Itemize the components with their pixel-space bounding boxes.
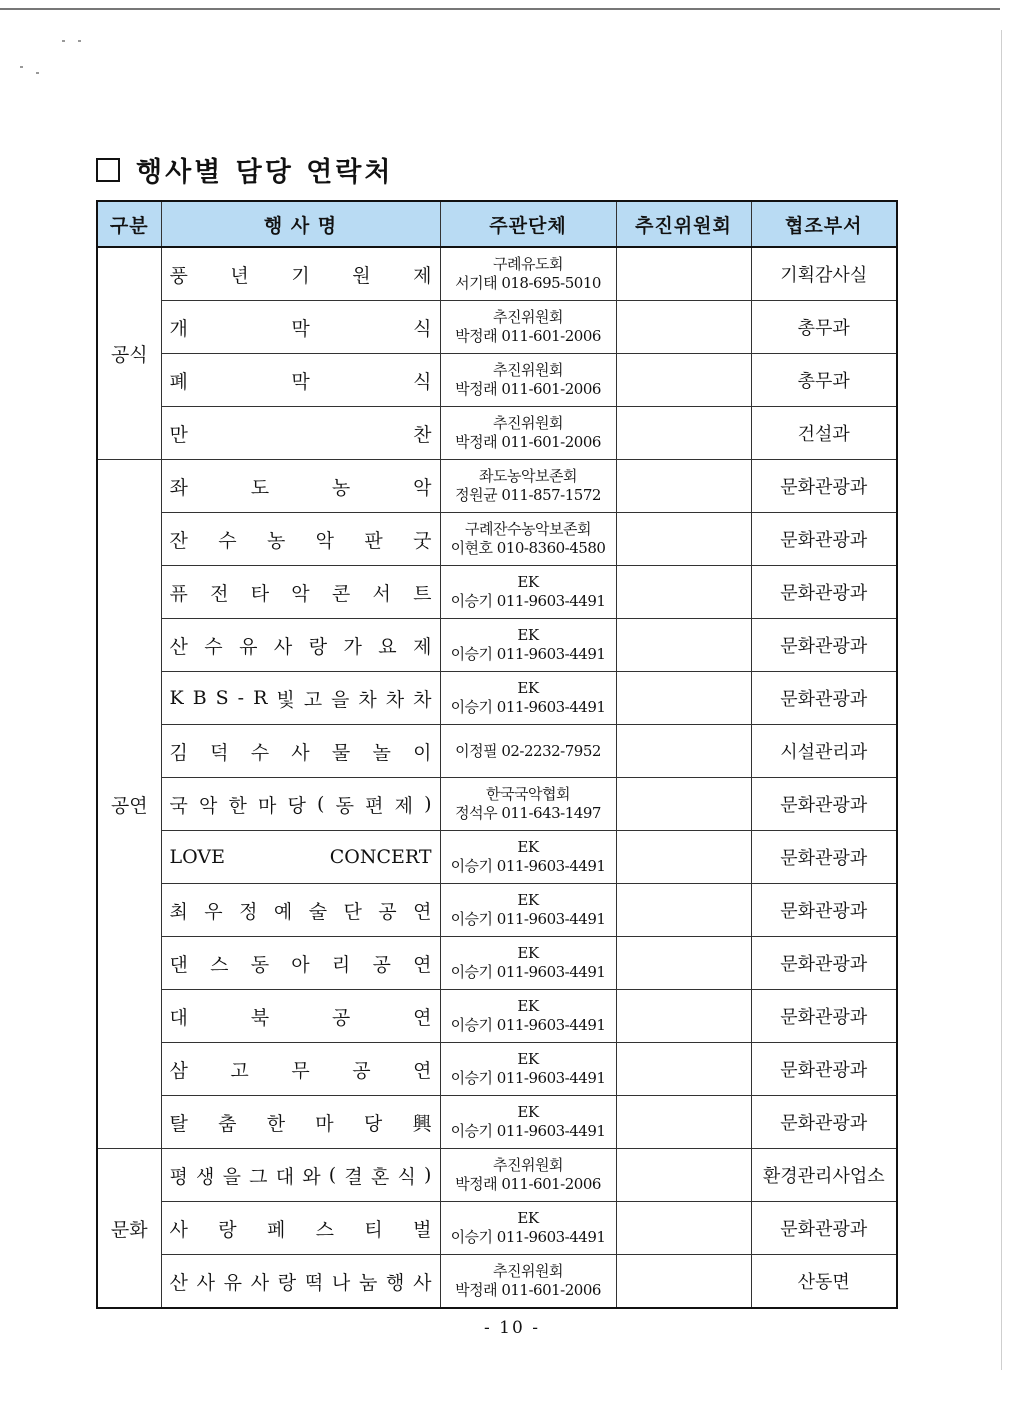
table-header-row xyxy=(97,201,897,247)
event-name: LOVE CONCERT xyxy=(169,846,432,868)
organizer-contact: 서기태 018-695-5010 xyxy=(455,274,601,292)
committee-cell xyxy=(616,1043,751,1096)
organizer-cell xyxy=(440,1202,616,1255)
event-cell xyxy=(161,937,440,990)
page-number: - 10 - xyxy=(484,1318,540,1338)
committee-cell xyxy=(616,990,751,1043)
event-name: 개 막 식 xyxy=(169,317,432,340)
event-cell xyxy=(161,884,440,937)
organizer-contact: 정원균 011-857-1572 xyxy=(455,486,601,504)
table-row xyxy=(97,831,897,884)
event-cell xyxy=(161,513,440,566)
organizer-name: 추진위원회 xyxy=(493,361,563,379)
category-cell: 문화 xyxy=(97,1149,161,1309)
organizer-cell xyxy=(440,1149,616,1202)
event-cell xyxy=(161,354,440,407)
department-cell: 문화관광과 xyxy=(751,1043,897,1096)
organizer-name: 추진위원회 xyxy=(493,1262,563,1280)
organizer-cell xyxy=(440,407,616,460)
section-title: 행사별 담당 연락처 xyxy=(136,157,394,188)
department-cell: 문화관광과 xyxy=(751,1202,897,1255)
organizer-name: 추진위원회 xyxy=(493,308,563,326)
committee-cell xyxy=(616,831,751,884)
scan-speck xyxy=(62,40,65,42)
organizer-cell xyxy=(440,513,616,566)
organizer-name: EK xyxy=(517,573,539,591)
event-cell xyxy=(161,1202,440,1255)
committee-cell xyxy=(616,247,751,301)
organizer-contact: 이승기 011-9603-4491 xyxy=(450,857,606,875)
col-header-department: 협조부서 xyxy=(751,201,897,247)
organizer-contact: 박정래 011-601-2006 xyxy=(455,1175,601,1193)
committee-cell xyxy=(616,513,751,566)
committee-cell xyxy=(616,301,751,354)
organizer-name: EK xyxy=(517,1209,539,1227)
department-cell: 시설관리과 xyxy=(751,725,897,778)
organizer-contact: 박정래 011-601-2006 xyxy=(455,433,601,451)
event-name: 평 생 을 그 대 와 ( 결 혼 식 ) xyxy=(169,1164,432,1188)
organizer-name: EK xyxy=(517,1103,539,1121)
event-cell xyxy=(161,778,440,831)
organizer-cell xyxy=(440,354,616,407)
organizer-contact: 이승기 011-9603-4491 xyxy=(450,963,606,981)
event-cell xyxy=(161,831,440,884)
event-name: 국 악 한 마 당 ( 동 편 제 ) xyxy=(169,793,432,817)
organizer-name: 구례잔수농악보존회 xyxy=(465,520,591,538)
department-cell: 문화관광과 xyxy=(751,884,897,937)
category-cell: 공식 xyxy=(97,247,161,460)
department-cell: 문화관광과 xyxy=(751,778,897,831)
event-cell xyxy=(161,990,440,1043)
organizer-contact: 박정래 011-601-2006 xyxy=(455,380,601,398)
table-row xyxy=(97,1043,897,1096)
scan-speck xyxy=(36,72,39,74)
committee-cell xyxy=(616,619,751,672)
event-cell xyxy=(161,301,440,354)
organizer-name: EK xyxy=(517,626,539,644)
organizer-contact: 박정래 011-601-2006 xyxy=(455,1281,601,1299)
table-row xyxy=(97,725,897,778)
organizer-contact: 이승기 011-9603-4491 xyxy=(450,645,606,663)
department-cell: 기획감사실 xyxy=(751,247,897,301)
event-name: 퓨 전 타 악 콘 서 트 xyxy=(169,582,432,605)
organizer-cell xyxy=(440,831,616,884)
committee-cell xyxy=(616,725,751,778)
checkbox-icon xyxy=(96,158,120,182)
event-cell xyxy=(161,460,440,513)
event-name: 폐 막 식 xyxy=(169,370,432,393)
table-body xyxy=(97,247,897,1308)
scan-speck xyxy=(20,66,23,68)
department-cell: 문화관광과 xyxy=(751,566,897,619)
organizer-name: EK xyxy=(517,1050,539,1068)
table-row xyxy=(97,619,897,672)
scan-speck xyxy=(78,40,81,42)
event-cell xyxy=(161,1043,440,1096)
organizer-cell xyxy=(440,460,616,513)
organizer-name: EK xyxy=(517,944,539,962)
col-header-event-label: 행 사 명 xyxy=(263,214,338,237)
organizer-name: EK xyxy=(517,679,539,697)
event-name: 삼 고 무 공 연 xyxy=(169,1059,432,1082)
event-name: 사 랑 페 스 티 벌 xyxy=(169,1218,432,1241)
table-row xyxy=(97,513,897,566)
department-cell: 문화관광과 xyxy=(751,513,897,566)
table-row xyxy=(97,1255,897,1309)
organizer-cell xyxy=(440,566,616,619)
organizer-name: 좌도농악보존회 xyxy=(479,467,577,485)
table-row xyxy=(97,672,897,725)
department-cell: 문화관광과 xyxy=(751,831,897,884)
organizer-name: 추진위원회 xyxy=(493,1156,563,1174)
organizer-name: 구례유도회 xyxy=(493,255,563,273)
organizer-cell xyxy=(440,884,616,937)
organizer-contact: 정석우 011-643-1497 xyxy=(455,804,601,822)
organizer-contact: 이현호 010-8360-4580 xyxy=(450,539,606,557)
organizer-contact: 이승기 011-9603-4491 xyxy=(450,910,606,928)
event-cell xyxy=(161,725,440,778)
department-cell: 산동면 xyxy=(751,1255,897,1309)
organizer-contact: 박정래 011-601-2006 xyxy=(455,327,601,345)
table-row xyxy=(97,1202,897,1255)
table-row xyxy=(97,407,897,460)
organizer-contact: 이승기 011-9603-4491 xyxy=(450,592,606,610)
event-cell xyxy=(161,407,440,460)
organizer-cell xyxy=(440,247,616,301)
department-cell: 문화관광과 xyxy=(751,937,897,990)
col-header-category: 구분 xyxy=(97,201,161,247)
table-row xyxy=(97,884,897,937)
table-row xyxy=(97,1149,897,1202)
event-cell xyxy=(161,1255,440,1309)
organizer-contact: 이정필 02-2232-7952 xyxy=(455,741,601,760)
event-name: 댄 스 동 아 리 공 연 xyxy=(169,953,432,976)
department-cell: 문화관광과 xyxy=(751,990,897,1043)
table-row xyxy=(97,354,897,407)
table-row xyxy=(97,990,897,1043)
event-cell xyxy=(161,566,440,619)
department-cell: 문화관광과 xyxy=(751,1096,897,1149)
event-cell xyxy=(161,1096,440,1149)
department-cell: 총무과 xyxy=(751,301,897,354)
organizer-contact: 이승기 011-9603-4491 xyxy=(450,1016,606,1034)
event-name: K B S - R 빛 고 을 차 차 차 xyxy=(169,687,432,711)
organizer-cell xyxy=(440,990,616,1043)
organizer-contact: 이승기 011-9603-4491 xyxy=(450,1069,606,1087)
committee-cell xyxy=(616,937,751,990)
organizer-contact: 이승기 011-9603-4491 xyxy=(450,698,606,716)
committee-cell xyxy=(616,778,751,831)
event-cell xyxy=(161,619,440,672)
department-cell: 총무과 xyxy=(751,354,897,407)
event-cell xyxy=(161,247,440,301)
department-cell: 문화관광과 xyxy=(751,672,897,725)
event-name: 김 덕 수 사 물 놀 이 xyxy=(169,741,432,764)
event-name: 최 우 정 예 술 단 공 연 xyxy=(169,900,432,923)
event-cell xyxy=(161,1149,440,1202)
table-row xyxy=(97,778,897,831)
department-cell: 환경관리사업소 xyxy=(751,1149,897,1202)
committee-cell xyxy=(616,1202,751,1255)
committee-cell xyxy=(616,1149,751,1202)
category-cell: 공연 xyxy=(97,460,161,1149)
table-row xyxy=(97,247,897,301)
committee-cell xyxy=(616,566,751,619)
event-name: 탈 춤 한 마 당 興 xyxy=(169,1112,432,1135)
committee-cell xyxy=(616,672,751,725)
col-header-committee: 추진위원회 xyxy=(616,201,751,247)
organizer-cell xyxy=(440,1043,616,1096)
committee-cell xyxy=(616,407,751,460)
organizer-cell xyxy=(440,1255,616,1309)
table-row xyxy=(97,301,897,354)
organizer-name: 추진위원회 xyxy=(493,414,563,432)
event-name: 잔 수 농 악 판 굿 xyxy=(169,529,432,552)
organizer-cell xyxy=(440,725,616,778)
department-cell: 건설과 xyxy=(751,407,897,460)
organizer-name: EK xyxy=(517,838,539,856)
organizer-cell xyxy=(440,778,616,831)
event-name: 산 수 유 사 랑 가 요 제 xyxy=(169,635,432,658)
contact-table xyxy=(96,200,898,1309)
organizer-name: EK xyxy=(517,891,539,909)
col-header-event xyxy=(161,201,440,247)
table-row xyxy=(97,1096,897,1149)
committee-cell xyxy=(616,354,751,407)
organizer-cell xyxy=(440,301,616,354)
organizer-cell xyxy=(440,1096,616,1149)
table-row xyxy=(97,566,897,619)
scan-edge-line xyxy=(1001,30,1002,1370)
section-heading xyxy=(96,150,393,189)
event-cell xyxy=(161,672,440,725)
organizer-contact: 이승기 011-9603-4491 xyxy=(450,1122,606,1140)
organizer-cell xyxy=(440,672,616,725)
event-name: 산 사 유 사 랑 떡 나 눔 행 사 xyxy=(169,1271,432,1294)
table-row xyxy=(97,937,897,990)
col-header-organizer: 주관단체 xyxy=(440,201,616,247)
organizer-name: EK xyxy=(517,997,539,1015)
event-name: 좌 도 농 악 xyxy=(169,476,432,499)
table-row xyxy=(97,460,897,513)
department-cell: 문화관광과 xyxy=(751,460,897,513)
top-edge-line xyxy=(0,8,1000,10)
committee-cell xyxy=(616,460,751,513)
organizer-contact: 이승기 011-9603-4491 xyxy=(450,1228,606,1246)
committee-cell xyxy=(616,1255,751,1309)
organizer-cell xyxy=(440,937,616,990)
department-cell: 문화관광과 xyxy=(751,619,897,672)
event-name: 만 찬 xyxy=(169,423,432,446)
organizer-cell xyxy=(440,619,616,672)
committee-cell xyxy=(616,884,751,937)
committee-cell xyxy=(616,1096,751,1149)
organizer-name: 한국국악협회 xyxy=(486,785,570,803)
event-name: 대 북 공 연 xyxy=(169,1006,432,1029)
event-name: 풍 년 기 원 제 xyxy=(169,264,432,287)
